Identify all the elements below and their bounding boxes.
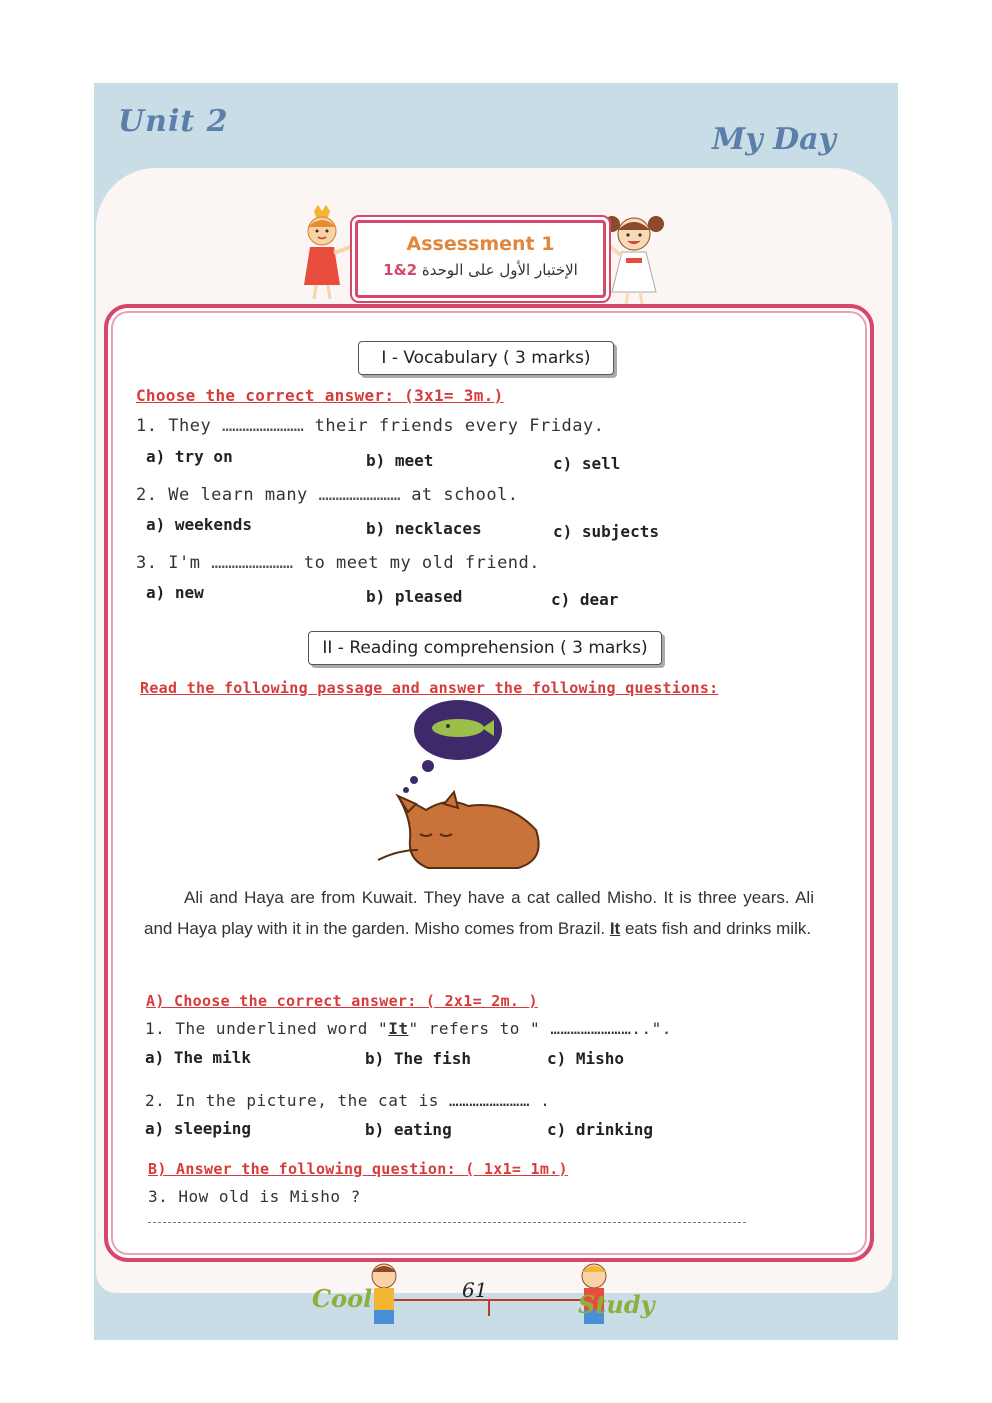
assessment-subtitle	[358, 261, 603, 279]
vocab-q3-option-b: b) pleased	[366, 587, 463, 606]
arabic-subtitle: الإختبار الأول على الوحدة	[421, 261, 578, 279]
assessment-title: Assessment 1	[406, 233, 555, 255]
vocab-q2-option-c: c) subjects	[553, 522, 659, 541]
part-a-instruction: A) Choose the correct answer: ( 2x1= 2m. )	[146, 992, 538, 1010]
reading-question-1: 1. The underlined word "It" refers to " ……………………..".	[145, 1019, 672, 1038]
vocab-q3-option-c: c) dear	[551, 590, 619, 609]
vocab-question-3: 3. I'm …………………… to meet my old friend.	[136, 553, 541, 573]
reading-q1-option-a: a) The milk	[145, 1048, 251, 1067]
vocab-question-1: 1. They …………………… their friends every Friday.	[136, 416, 605, 436]
vocab-q2-option-b: b) necklaces	[366, 519, 482, 538]
footer-cool-label: Cool	[312, 1284, 373, 1313]
unit-label: Unit 2	[118, 104, 229, 139]
units-label: 1&2	[383, 261, 418, 279]
vocabulary-instruction: Choose the correct answer: (3x1= 3m.)	[136, 386, 504, 405]
answer-line[interactable]	[148, 1222, 746, 1223]
passage-text-start: Ali and Haya are from Kuwait. They have a cat called Misho. It is three years. Ali and Haya play with it in the garden. Misho comes from Brazil.	[144, 888, 814, 938]
reading-q1-option-c: c) Misho	[547, 1049, 625, 1068]
vocab-q2-option-a: a) weekends	[146, 515, 252, 534]
girl-left-illustration	[300, 205, 360, 303]
reading-q2-option-a: a) sleeping	[145, 1119, 251, 1138]
reading-question-3: 3. How old is Misho ?	[148, 1187, 361, 1206]
vocab-q1-option-b: b) meet	[366, 451, 434, 470]
reading-instruction: Read the following passage and answer the following questions:	[140, 679, 719, 697]
page-number: 61	[462, 1278, 488, 1302]
vocab-q1-option-a: a) try on	[146, 447, 233, 466]
fish-icon	[432, 719, 484, 737]
reading-question-2: 2. In the picture, the cat is …………………… .	[145, 1091, 551, 1110]
footer-study-label: Study	[578, 1290, 655, 1319]
passage-text-end: eats fish and drinks milk.	[624, 919, 812, 938]
reading-q2-option-b: b) eating	[365, 1120, 452, 1139]
reading-q1-option-b: b) The fish	[365, 1049, 471, 1068]
topic-label: My Day	[712, 122, 836, 157]
part-b-instruction: B) Answer the following question: ( 1x1= 1m.)	[148, 1160, 568, 1178]
vocab-question-2: 2. We learn many …………………… at school.	[136, 485, 519, 505]
reading-heading: II - Reading comprehension ( 3 marks)	[308, 631, 662, 665]
footer-kids-illustration	[364, 1256, 614, 1336]
vocabulary-heading: I - Vocabulary ( 3 marks)	[358, 341, 614, 375]
assessment-title-frame	[355, 220, 606, 298]
reading-q2-option-c: c) drinking	[547, 1120, 653, 1139]
vocab-q3-option-a: a) new	[146, 583, 204, 602]
reading-passage	[144, 882, 814, 944]
passage-underlined-it: It	[609, 919, 621, 938]
girl-right-illustration	[598, 210, 670, 306]
vocab-q1-option-c: c) sell	[553, 454, 621, 473]
sleeping-cat-illustration	[368, 700, 548, 878]
